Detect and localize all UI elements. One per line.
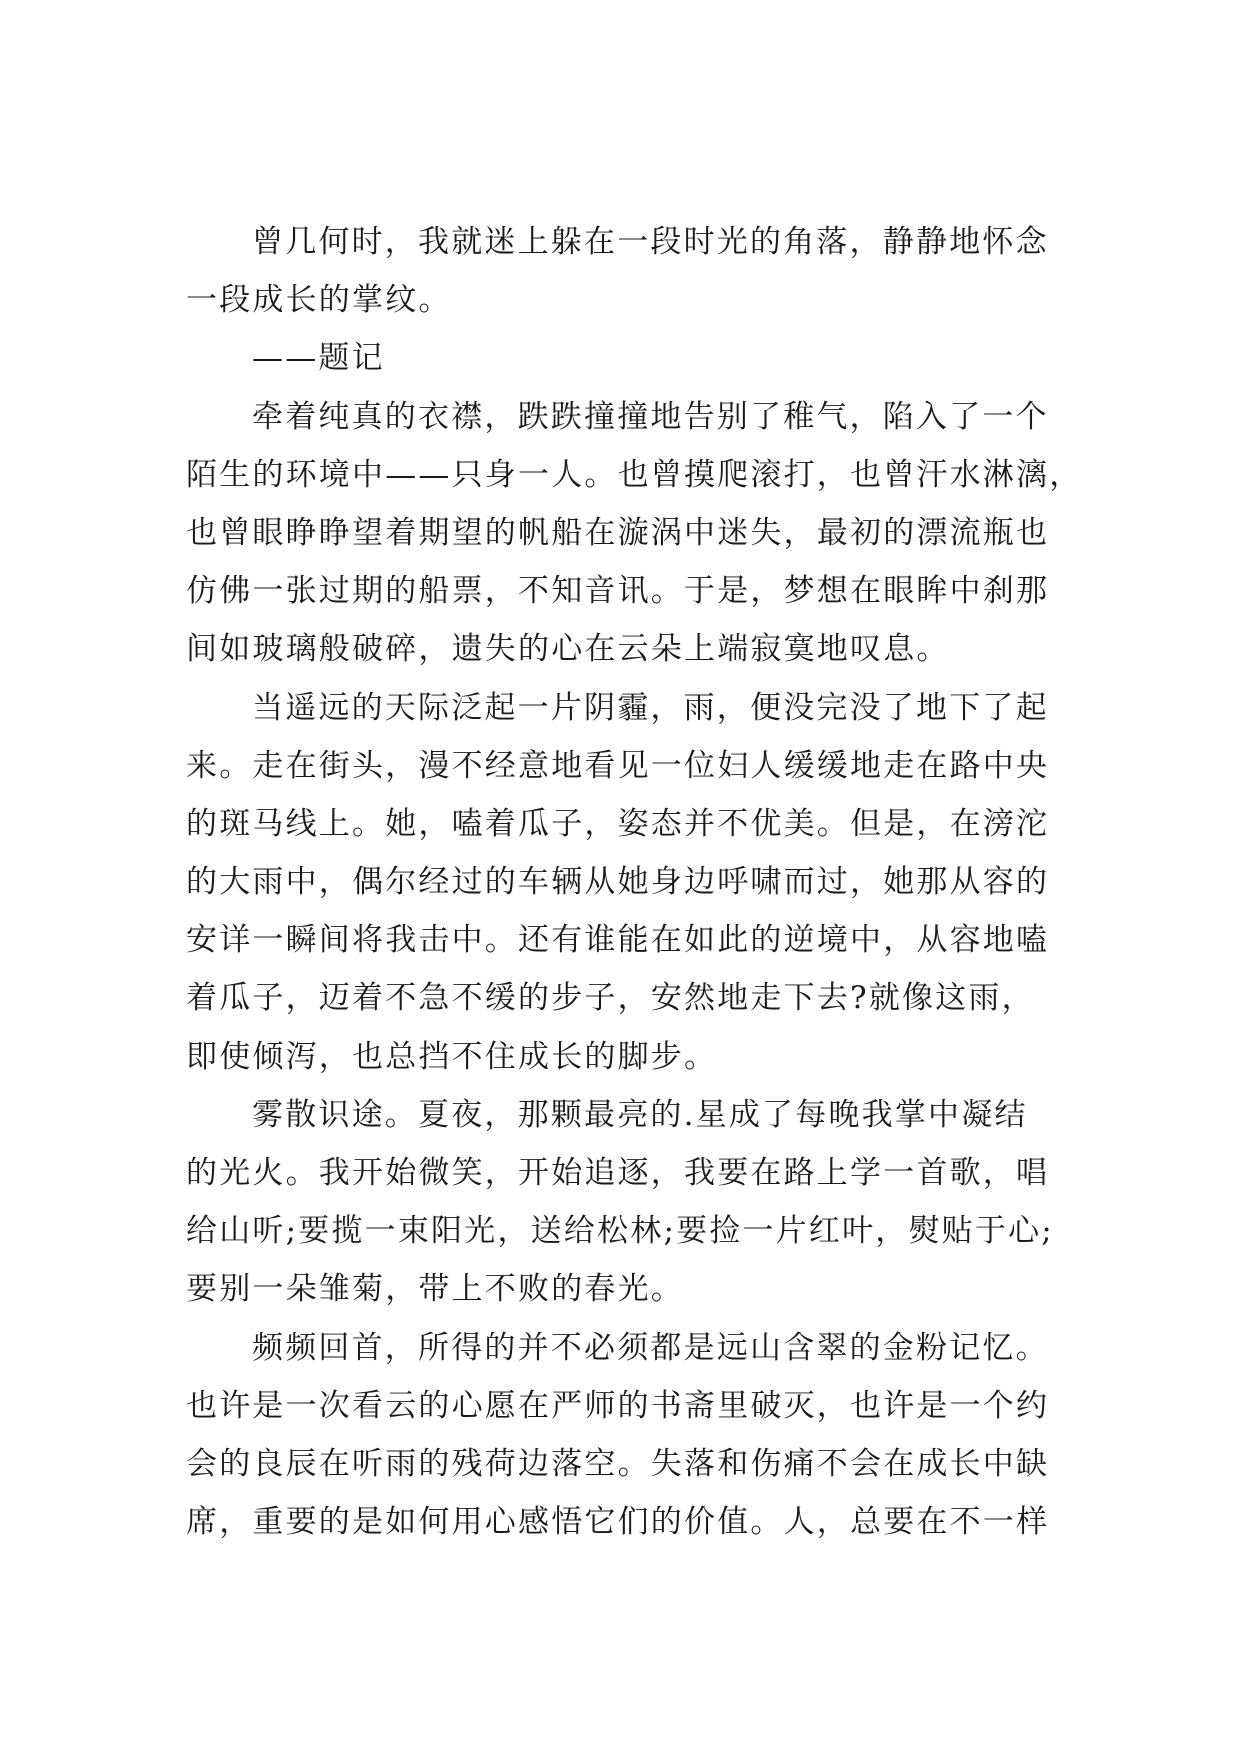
text-line: 会的良辰在听雨的残荷边落空。失落和伤痛不会在成长中缺 (186, 1445, 1050, 1482)
text-line: 席，重要的是如何用心感悟它们的价值。人，总要在不一样 (186, 1504, 1050, 1541)
text-line: 来。走在街头，漫不经意地看见一位妇人缓缓地走在路中央 (186, 747, 1050, 784)
essay-body (186, 213, 1083, 1551)
text-line: 频频回首，所得的并不必须都是远山含翠的金粉记忆。 (252, 1329, 1049, 1366)
text-line: 着瓜子，迈着不急不缓的步子，安然地走下去?就像这雨， (186, 980, 1035, 1017)
text-line: 即使倾泻，也总挡不住成长的脚步。 (186, 1038, 718, 1075)
text-line: 一段成长的掌纹。 (186, 282, 452, 319)
text-line: 雾散识途。夏夜，那颗最亮的.星成了每晚我掌中凝结 (252, 1096, 1028, 1133)
text-line: 的斑马线上。她，嗑着瓜子，姿态并不优美。但是，在滂沱 (186, 805, 1050, 842)
text-line: 的光火。我开始微笑，开始追逐，我要在路上学一首歌，唱 (186, 1155, 1050, 1191)
text-line: 给山听;要揽一束阳光，送给松林;要捡一片红叶，熨贴于心; (186, 1213, 1054, 1250)
text-line: 也曾眼睁睁望着期望的帆船在漩涡中迷失，最初的漂流瓶也 (186, 514, 1050, 551)
text-line: 也许是一次看云的心愿在严师的书斋里破灭，也许是一个约 (186, 1387, 1050, 1424)
text-line: 牵着纯真的衣襟，跌跌撞撞地告别了稚气，陷入了一个 (252, 398, 1049, 435)
text-line: 间如玻璃般破碎，遗失的心在云朵上端寂寞地叹息。 (186, 631, 950, 668)
text-line: 安详一瞬间将我击中。还有谁能在如此的逆境中，从容地嗑 (186, 922, 1050, 959)
text-line: 的大雨中，偶尔经过的车辆从她身边呼啸而过，她那从容的 (186, 864, 1050, 901)
epigraph-attribution: ——题记 (252, 340, 385, 377)
text-line: 曾几何时，我就迷上躲在一段时光的角落，静静地怀念 (252, 224, 1049, 260)
text-line: 仿佛一张过期的船票，不知音讯。于是，梦想在眼眸中刹那 (186, 573, 1050, 610)
text-line: 陌生的环境中——只身一人。也曾摸爬滚打，也曾汗水淋漓， (186, 456, 1083, 493)
text-line: 要别一朵雏菊，带上不败的春光。 (186, 1271, 684, 1308)
text-line: 当遥远的天际泛起一片阴霾，雨，便没完没了地下了起 (252, 689, 1049, 726)
